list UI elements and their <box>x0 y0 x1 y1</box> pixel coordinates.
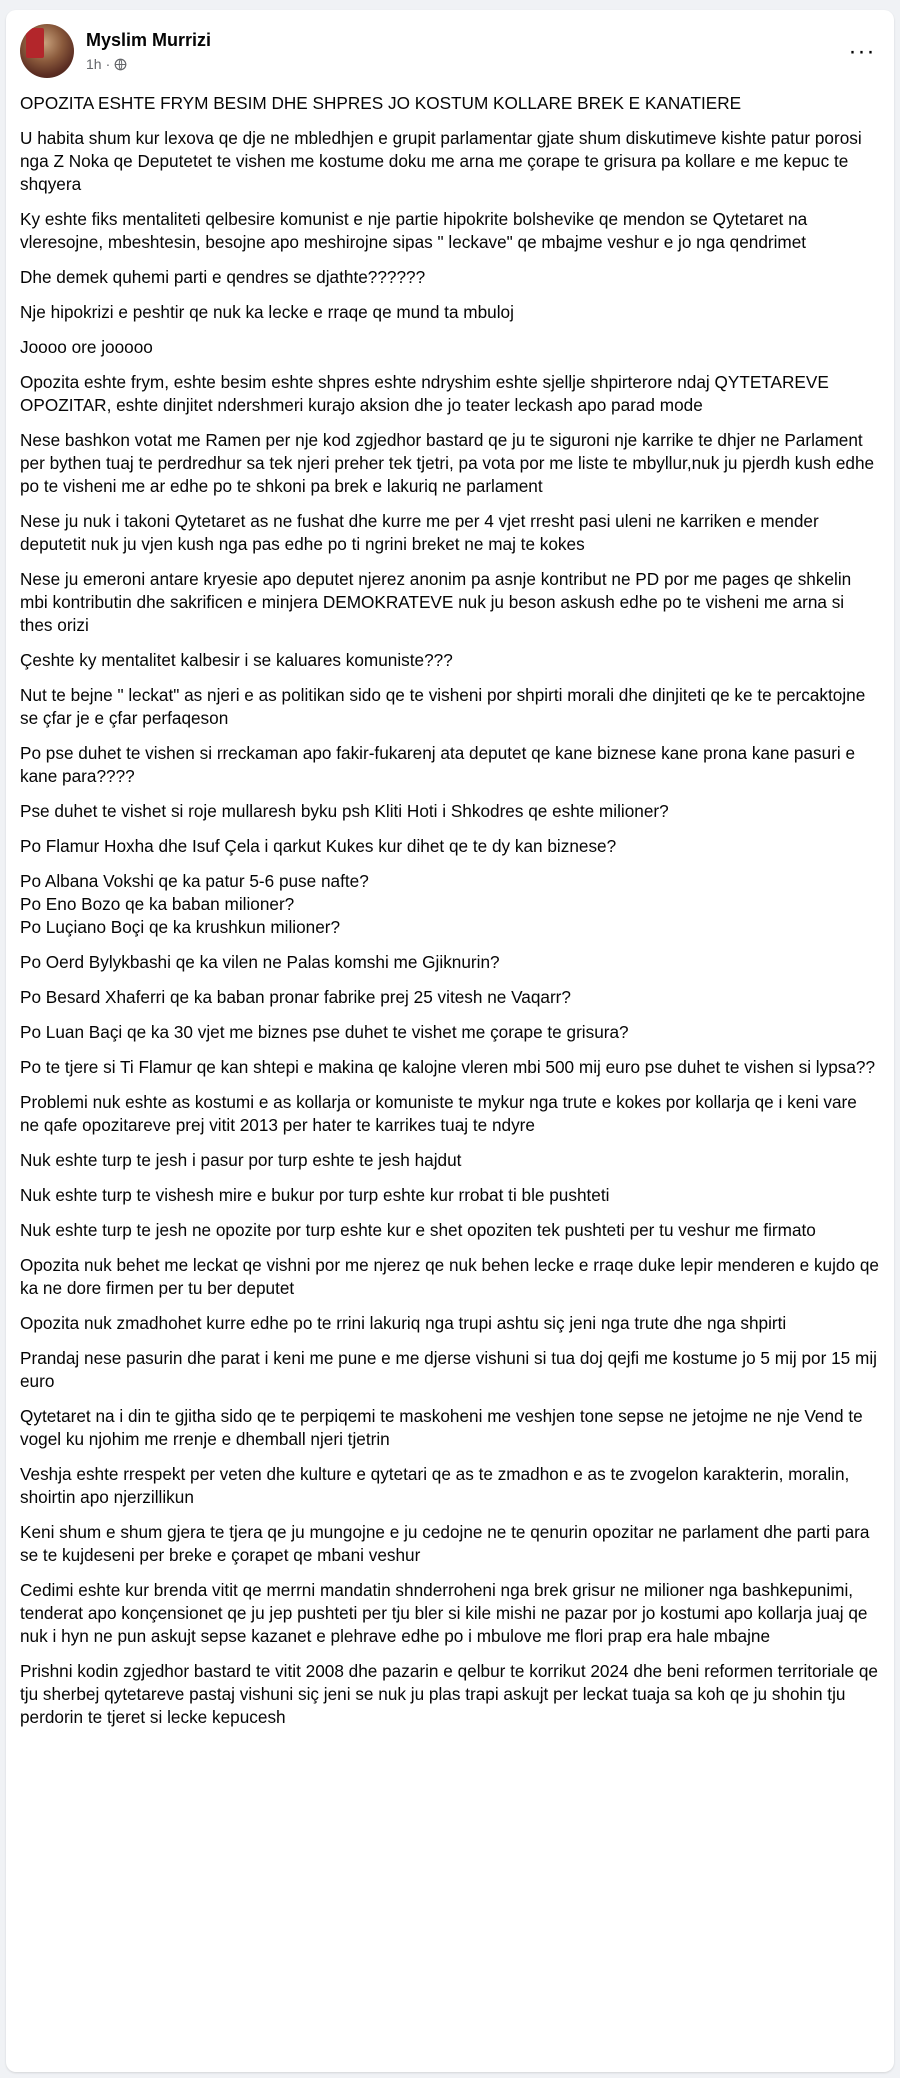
post-paragraph: Nuk eshte turp te jesh i pasur por turp eshte te jesh hajdut <box>20 1150 462 1170</box>
post-time[interactable]: 1h <box>86 56 102 72</box>
separator-dot: · <box>105 56 111 72</box>
post-paragraph: Po Besard Xhaferri qe ka baban pronar fabrike prej 25 vitesh ne Vaqarr? <box>20 987 571 1007</box>
post-paragraph: Nese bashkon votat me Ramen per nje kod zgjedhor bastard qe ju te siguroni nje karrike te dhjer ne Parlament per bythen tuaj te perdredhur sa tek njeri preher tek tjetri, pa vota por me liste te mbyllur,nuk ju pjerdh kush edhe po te visheni me ar edhe po te shkoni pa brek e lakuriq ne parlament <box>20 430 875 496</box>
post-paragraph: Dhe demek quhemi parti e qendres se djathte?????? <box>20 267 426 287</box>
post-paragraph: Po te tjere si Ti Flamur qe kan shtepi e makina qe kalojne vleren mbi 500 mij euro pse duhet te vishen si lypsa?? <box>20 1057 876 1077</box>
post-paragraph: Po Oerd Bylykbashi qe ka vilen ne Palas komshi me Gjiknurin? <box>20 952 500 972</box>
post-paragraph: Cedimi eshte kur brenda vitit qe merrni mandatin shnderroheni nga brek grisur ne milioner nga bashkepunimi, tenderat apo konçensionet qe ju jep pushteti per tju bler si kile mishi ne pazar por jo kostumi apo kollarja juaj qe nuk i hyn ne pun askujt sepse kazanet e plehrave edhe po i mbulove me flori prap era hale mbajne <box>20 1580 868 1646</box>
post-paragraph: Pse duhet te vishet si roje mullaresh byku psh Kliti Hoti i Shkodres qe eshte milioner? <box>20 801 669 821</box>
post-paragraph: Problemi nuk eshte as kostumi e as kollarja or komuniste te mykur nga trute e kokes por kollarja qe i keni vare ne qafe opozitareve prej vitit 2013 per hater te karrikes tuaj te ndyre <box>20 1092 857 1135</box>
post-paragraph: Po pse duhet te vishen si rreckaman apo fakir-fukarenj ata deputet qe kane biznese kane prona kane pasuri e kane para???? <box>20 743 856 786</box>
post-paragraph: Ky eshte fiks mentaliteti qelbesire komunist e nje partie hipokrite bolshevike qe mendon se Qytetaret na vleresojne, mbeshtesin, besojne apo meshirojne sipas " leckave" qe mbajme veshur e jo nga qendrimet <box>20 209 808 252</box>
post-paragraph: Po Luan Baçi qe ka 30 vjet me biznes pse duhet te vishet me çorape te grisura? <box>20 1022 629 1042</box>
post-paragraph: Nje hipokrizi e peshtir qe nuk ka lecke e rraqe qe mund ta mbuloj <box>20 302 514 322</box>
post-paragraph: Nut te bejne " leckat" as njeri e as politikan sido qe te visheni por shpirti morali dhe dinjiteti qe ke te percaktojne se çfar je e çfar perfaqeson <box>20 685 866 728</box>
post-paragraph: Nese ju nuk i takoni Qytetaret as ne fushat dhe kurre me per 4 vjet rresht pasi uleni ne karriken e mender deputetit nuk ju vjen kush nga pas edhe po ti ngrini breket ne maj te kokes <box>20 511 819 554</box>
post-paragraph: Opozita eshte frym, eshte besim eshte shpres eshte ndryshim eshte sjellje shpirterore ndaj QYTETAREVE OPOZITAR, eshte dinjitet ndershmeri kurajo aksion dhe jo teater leckash apo parad mode <box>20 372 829 415</box>
post-paragraph: Joooo ore jooooo <box>20 337 153 357</box>
post-card <box>6 10 894 2072</box>
post-paragraph: Qytetaret na i din te gjitha sido qe te perpiqemi te maskoheni me veshjen tone sepse ne jetojme ne nje Vend te vogel ku njohim me rrenje e dhemball njeri tjetrin <box>20 1406 863 1449</box>
post-paragraph: Opozita nuk zmadhohet kurre edhe po te rrini lakuriq nga trupi ashtu siç jeni nga trute dhe nga shpirti <box>20 1313 787 1333</box>
post-paragraph: Nese ju emeroni antare kryesie apo deputet njerez anonim pa asnje kontribut ne PD por me pages qe shkelin mbi kontributin dhe sakrificen e minjera DEMOKRATEVE nuk ju beson askush edhe po te visheni me arna si thes orizi <box>20 569 852 635</box>
post-paragraph: Çeshte ky mentalitet kalbesir i se kaluares komuniste??? <box>20 650 453 670</box>
post-paragraph: Nuk eshte turp te vishesh mire e bukur por turp eshte kur rrobat ti ble pushteti <box>20 1185 610 1205</box>
post-paragraph: Veshja eshte rrespekt per veten dhe kulture e qytetari qe as te zmadhon e as te zvogelon karakterin, moralin, shoirtin apo njerzillikun <box>20 1464 850 1507</box>
post-paragraph: Po Albana Vokshi qe ka patur 5-6 puse nafte? Po Eno Bozo qe ka baban milioner? Po Luçiano Boçi qe ka krushkun milioner? <box>20 871 369 937</box>
post-paragraph: OPOZITA ESHTE FRYM BESIM DHE SHPRES JO KOSTUM KOLLARE BREK E KANATIERE <box>20 93 742 113</box>
post-paragraph: Prandaj nese pasurin dhe parat i keni me pune e me djerse vishuni si tua doj qejfi me kostume jo 5 mij por 15 mij euro <box>20 1348 877 1391</box>
post-header <box>20 24 880 86</box>
post-paragraph: Prishni kodin zgjedhor bastard te vitit 2008 dhe pazarin e qelbur te korrikut 2024 dhe beni reformen territoriale qe tju sherbej qytetareve pastaj vishuni siç jeni se nuk ju plas trapi askujt per leckat tuaja sa koh qe ju shohin tju perdorin te tjeret si lecke kepucesh <box>20 1661 878 1727</box>
flag-image <box>26 28 44 58</box>
globe-icon <box>114 58 127 71</box>
post-paragraph: U habita shum kur lexova qe dje ne mbledhjen e grupit parlamentar gjate shum diskutimeve kishte patur porosi nga Z Noka qe Deputetet te vishen me kostume doku me arna me çorape te grisura pa kollare e me kepuc te shqyera <box>20 128 862 194</box>
post-paragraph: Keni shum e shum gjera te tjera qe ju mungojne e ju cedojne ne te qenurin opozitar ne parlament dhe parti para se te kujdeseni per breke e çorapet qe mbani veshur <box>20 1522 870 1565</box>
author-name[interactable]: Myslim Murrizi <box>86 30 212 50</box>
post-body <box>20 92 880 1741</box>
post-meta <box>86 56 127 72</box>
avatar[interactable] <box>20 24 74 78</box>
post-paragraph: Po Flamur Hoxha dhe Isuf Çela i qarkut Kukes kur dihet qe te dy kan biznese? <box>20 836 617 856</box>
more-options-button[interactable]: ··· <box>848 38 876 65</box>
post-paragraph: Nuk eshte turp te jesh ne opozite por turp eshte kur e shet opoziten tek pushteti per tu veshur me firmato <box>20 1220 816 1240</box>
post-paragraph: Opozita nuk behet me leckat qe vishni por me njerez qe nuk behen lecke e rraqe duke lepir menderen e kujdo qe ka ne dore firmen per tu ber deputet <box>20 1255 879 1298</box>
